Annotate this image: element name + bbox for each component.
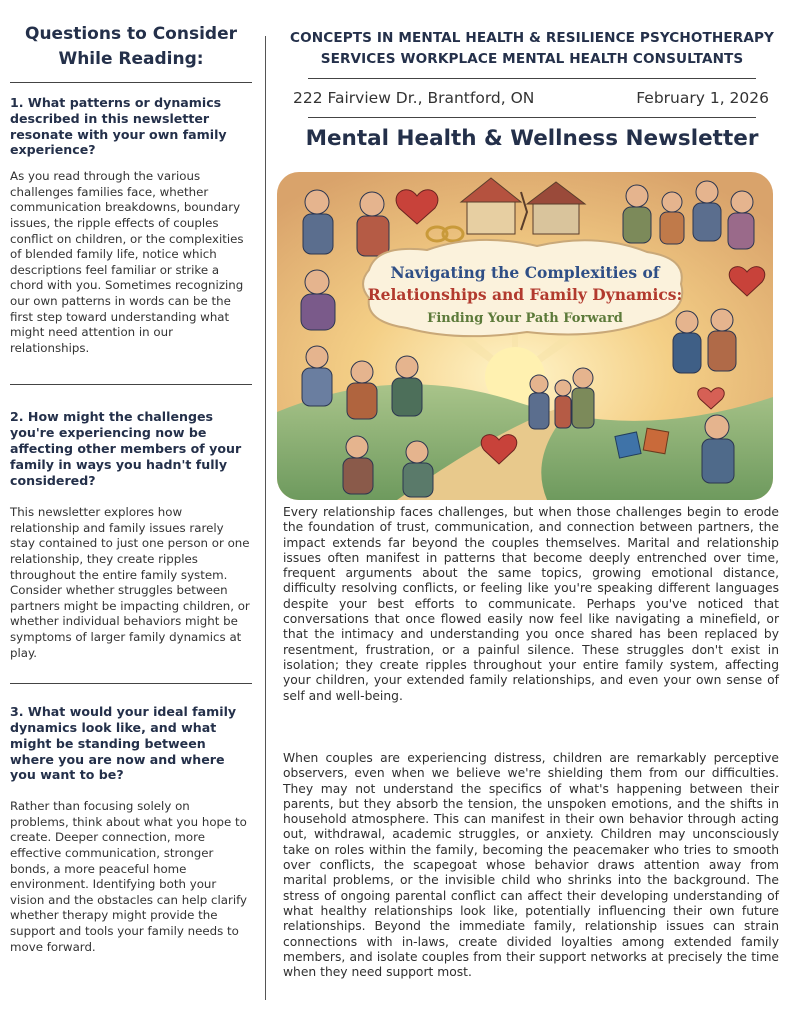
question-3-body: Rather than focusing solely on problems, think about what you hope to create. Deeper connection, more effective communication, stronger bonds, a more peaceful home environment. Identifying both your vision and the obstacles can help clarify whether therapy might provide the support and tools your family needs to move forward. (10, 799, 248, 954)
newsletter-title: Mental Health & Wellness Newsletter (305, 126, 759, 151)
newsletter-header (283, 28, 781, 151)
question-2-body: This newsletter explores how relationship and family issues rarely stay contained to just one person or one relationship, they create ripples throughout the entire family system. Consider whether struggles between partners might be impacting children, or whether individual behaviors might be symptoms of larger family dynamics at play. (10, 505, 250, 660)
article-paragraph-2: When couples are experiencing distress, children are remarkably perceptive observers, even when we believe we're shielding them from our difficulties. They may not understand the specifics of what's happening between their parents, but they absorb the tension, the unspoken emotions, and the shifts in household atmosphere. This can manifest in their own behavior through acting out, withdrawal, academic struggles, or anxiety. Children may unconsciously take on roles within the family, becoming the peacemaker who tries to smooth over conflicts, the scapegoat whose behavior draws attention away from marital problems, or the invisible child who shrinks into the background. The stress of ongoing parental conflict can affect their developing understanding of what healthy relationships look like, potentially influencing their own future relationships. Beyond the immediate family, relationship issues can strain connections with in-laws, create divided loyalties among extended family members, and isolate couples from their support networks at precisely the time when they need support most. (283, 751, 779, 980)
sidebar (10, 22, 252, 955)
illustration-title-line1: Navigating the Complexities of (390, 263, 660, 282)
column-divider (265, 36, 266, 1000)
article-paragraph-1: Every relationship faces challenges, but when those challenges begin to erode the foundation of trust, communication, and connection between partners, the impact extends far beyond the couples themselves. Marital and relationship issues often manifest in patterns that become deeply entrenched over time, frequent arguments about the same topics, growing emotional distance, difficulty resolving conflicts, or feeling like you're speaking different languages despite your best efforts to communicate. Perhaps you've noticed that conversations that once flowed easily now feel like navigating a minefield, or that the intimacy and understanding you once shared has been replaced by resentment, frustration, or a painful silence. These struggles don't exist in isolation; they create ripples throughout your entire family system, affecting your children, your extended family relationships, and even your own sense of self and well-being. (283, 505, 779, 703)
question-2-title: 2. How might the challenges you're experiencing now be affecting other members of your family in ways you hadn't fully considered? (10, 409, 242, 488)
org-name-line2: SERVICES WORKPLACE MENTAL HEALTH CONSULTANTS (320, 51, 744, 67)
question-1-title: 1. What patterns or dynamics described in this newsletter resonate with your own family experience? (10, 95, 227, 158)
illustration-subtitle: Finding Your Path Forward (427, 311, 623, 326)
header-divider (308, 117, 756, 118)
issue-date: February 1, 2026 (636, 89, 769, 107)
sidebar-divider (10, 384, 252, 385)
sidebar-title-line2: While Reading: (58, 49, 204, 69)
sidebar-divider (10, 683, 252, 684)
header-divider (308, 78, 756, 79)
org-name-line1: CONCEPTS IN MENTAL HEALTH & RESILIENCE PSYCHOTHERAPY (290, 30, 774, 46)
question-3-title: 3. What would your ideal family dynamics look like, and what might be standing between where you are now and where you want to be? (10, 704, 237, 783)
question-1-body: As you read through the various challenges families face, whether communication breakdowns, boundary issues, the ripple effects of couples conflict on children, or the complexities of blended family life, notice which descriptions feel familiar or strike a chord with you. Sometimes recognizing our own patterns in words can be the first step toward understanding what might need attention in our relationships. (10, 169, 244, 355)
address: 222 Fairview Dr., Brantford, ON (293, 89, 535, 107)
family-illustration (277, 172, 773, 500)
sidebar-title-line1: Questions to Consider (25, 24, 237, 44)
illustration-title-line2: Relationships and Family Dynamics: (367, 285, 683, 304)
sidebar-divider (10, 82, 252, 83)
address-row (283, 89, 781, 107)
